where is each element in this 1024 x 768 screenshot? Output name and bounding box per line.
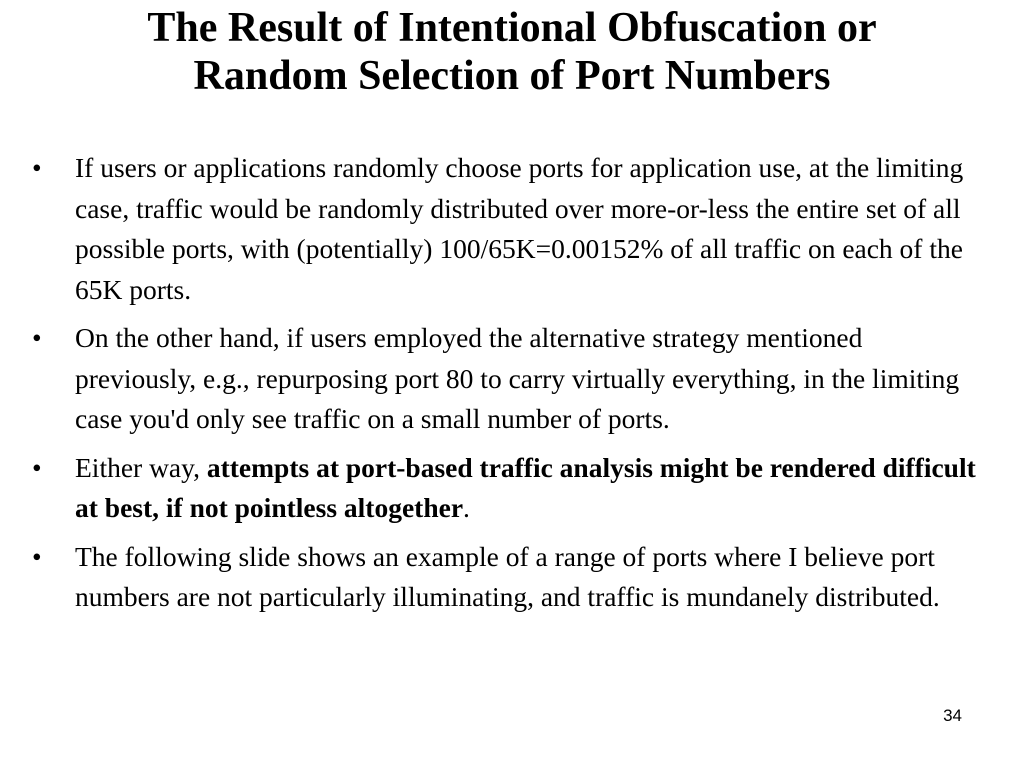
bullet-text-prefix: Either way, (75, 451, 207, 483)
bullet-text: If users or applications randomly choose ports for application use, at the limiting case, traffic would be randomly distributed over more-or-less the entire set of all possible ports, with (potentially) 100/65K=0.00152% of all traffic on each of the 65K ports. (75, 152, 964, 305)
bullet-text: On the other hand, if users employed the alternative strategy mentioned previously, e.g., repurposing port 80 to carry virtually everything, in the limiting case you'd only see traffic on a small number of ports. (75, 322, 960, 434)
page-number: 34 (943, 706, 962, 725)
slide-title-line-2: Random Selection of Port Numbers (193, 53, 831, 99)
bullet-item-1 (28, 148, 988, 310)
slide-title (40, 4, 984, 100)
slide-title-line-1: The Result of Intentional Obfuscation or (147, 5, 877, 51)
bullet-marker: • (32, 540, 42, 572)
bullet-marker: • (32, 322, 42, 353)
bullet-item-4 (28, 537, 988, 618)
bullet-marker: • (32, 152, 42, 183)
bullet-text: The following slide shows an example of a range of ports where I believe port numbers are not particularly illuminating, and traffic is mundanely distributed. (75, 540, 940, 612)
bullet-list (28, 148, 988, 626)
bullet-marker: • (32, 451, 42, 483)
bullet-text-emphasis: attempts at port-based traffic analysis might be rendered difficult at best, if not pointless altogether (75, 451, 976, 523)
bullet-item-2 (28, 318, 988, 440)
bullet-item-3 (28, 448, 988, 529)
bullet-text-suffix: . (463, 492, 470, 523)
